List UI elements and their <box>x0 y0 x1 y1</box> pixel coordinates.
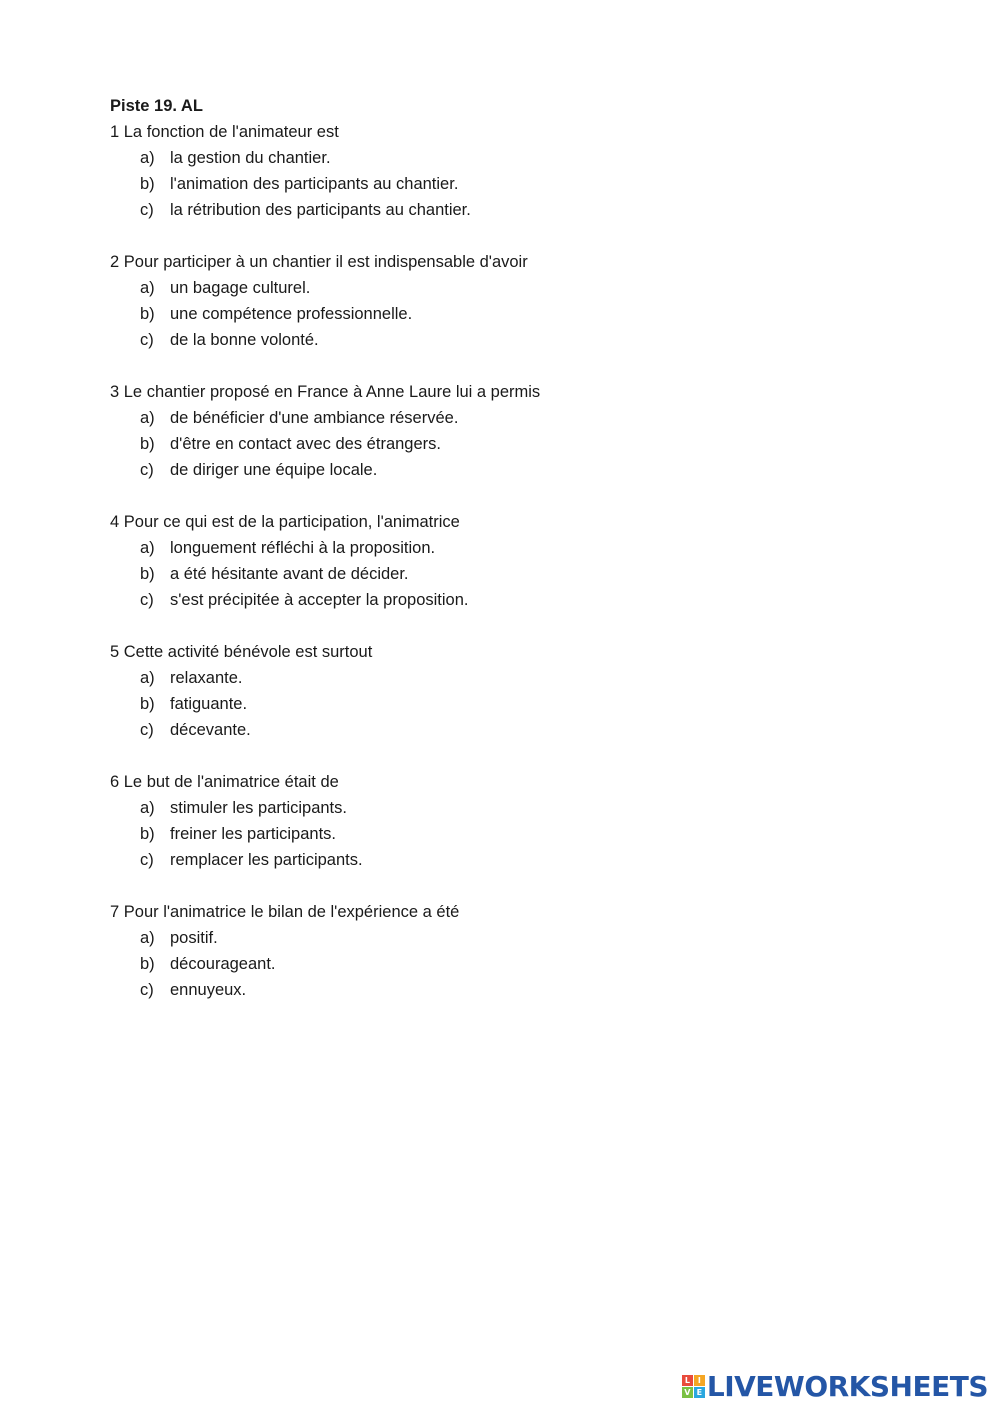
option-letter: b) <box>140 695 155 713</box>
option-a[interactable] <box>110 925 930 951</box>
option-b[interactable] <box>110 821 930 847</box>
option-text: de bénéficier d'une ambiance réservée. <box>170 409 459 427</box>
question-text: 6 Le but de l'animatrice était de <box>110 773 339 791</box>
option-text: stimuler les participants. <box>170 799 347 817</box>
option-text: a été hésitante avant de décider. <box>170 565 409 583</box>
option-a[interactable] <box>110 275 930 301</box>
option-letter: b) <box>140 565 155 583</box>
option-c[interactable] <box>110 327 930 353</box>
option-b[interactable] <box>110 691 930 717</box>
option-text: freiner les participants. <box>170 825 336 843</box>
option-c[interactable] <box>110 977 930 1003</box>
option-letter: a) <box>140 929 155 947</box>
option-list <box>110 795 930 873</box>
question-4 <box>110 509 930 613</box>
logo-mark-letter: V <box>682 1387 693 1398</box>
option-text: la gestion du chantier. <box>170 149 331 167</box>
option-text: positif. <box>170 929 218 947</box>
question-text: 2 Pour participer à un chantier il est indispensable d'avoir <box>110 253 528 271</box>
option-letter: a) <box>140 799 155 817</box>
logo-text: LIVEWORKSHEETS <box>706 1369 988 1403</box>
option-text: décourageant. <box>170 955 276 973</box>
option-list <box>110 925 930 1003</box>
option-letter: a) <box>140 669 155 687</box>
option-b[interactable] <box>110 301 930 327</box>
option-letter: a) <box>140 149 155 167</box>
option-text: un bagage culturel. <box>170 279 311 297</box>
question-text: 5 Cette activité bénévole est surtout <box>110 643 373 661</box>
option-c[interactable] <box>110 197 930 223</box>
question-7 <box>110 899 930 1003</box>
option-text: une compétence professionnelle. <box>170 305 413 323</box>
option-letter: b) <box>140 435 155 453</box>
question-2 <box>110 249 930 353</box>
option-list <box>110 145 930 223</box>
option-letter: c) <box>140 331 154 349</box>
logo-mark-letter: I <box>694 1375 705 1386</box>
option-list <box>110 275 930 353</box>
option-b[interactable] <box>110 171 930 197</box>
logo-mark-icon <box>682 1375 705 1398</box>
option-list <box>110 405 930 483</box>
option-a[interactable] <box>110 795 930 821</box>
option-a[interactable] <box>110 665 930 691</box>
option-text: fatiguante. <box>170 695 248 713</box>
option-letter: c) <box>140 461 154 479</box>
option-text: d'être en contact avec des étrangers. <box>170 435 441 453</box>
option-c[interactable] <box>110 457 930 483</box>
option-text: remplacer les participants. <box>170 851 363 869</box>
option-letter: c) <box>140 591 154 609</box>
option-letter: c) <box>140 851 154 869</box>
option-a[interactable] <box>110 405 930 431</box>
option-letter: a) <box>140 539 155 557</box>
option-text: de diriger une équipe locale. <box>170 461 378 479</box>
option-letter: a) <box>140 409 155 427</box>
question-text: 7 Pour l'animatrice le bilan de l'expérience a été <box>110 903 460 921</box>
option-a[interactable] <box>110 145 930 171</box>
option-letter: a) <box>140 279 155 297</box>
option-letter: b) <box>140 305 155 323</box>
liveworksheets-logo <box>682 1371 988 1401</box>
option-letter: b) <box>140 825 155 843</box>
worksheet <box>110 93 930 1029</box>
option-letter: b) <box>140 955 155 973</box>
option-c[interactable] <box>110 717 930 743</box>
option-c[interactable] <box>110 587 930 613</box>
option-letter: c) <box>140 981 154 999</box>
question-6 <box>110 769 930 873</box>
option-b[interactable] <box>110 561 930 587</box>
option-c[interactable] <box>110 847 930 873</box>
option-text: longuement réfléchi à la proposition. <box>170 539 436 557</box>
question-5 <box>110 639 930 743</box>
question-3 <box>110 379 930 483</box>
option-text: de la bonne volonté. <box>170 331 319 349</box>
option-text: la rétribution des participants au chantier. <box>170 201 471 219</box>
option-b[interactable] <box>110 951 930 977</box>
logo-mark-letter: E <box>694 1387 705 1398</box>
logo-mark-letter: L <box>682 1375 693 1386</box>
option-text: ennuyeux. <box>170 981 247 999</box>
option-list <box>110 535 930 613</box>
option-text: s'est précipitée à accepter la proposition. <box>170 591 469 609</box>
question-text: 4 Pour ce qui est de la participation, l'animatrice <box>110 513 460 531</box>
question-1 <box>110 119 930 223</box>
option-list <box>110 665 930 743</box>
option-letter: b) <box>140 175 155 193</box>
option-text: l'animation des participants au chantier. <box>170 175 459 193</box>
option-text: décevante. <box>170 721 251 739</box>
question-text: 3 Le chantier proposé en France à Anne Laure lui a permis <box>110 383 541 401</box>
option-b[interactable] <box>110 431 930 457</box>
option-letter: c) <box>140 721 154 739</box>
option-text: relaxante. <box>170 669 243 687</box>
question-text: 1 La fonction de l'animateur est <box>110 123 339 141</box>
option-letter: c) <box>140 201 154 219</box>
option-a[interactable] <box>110 535 930 561</box>
worksheet-title: Piste 19. AL <box>110 97 203 115</box>
